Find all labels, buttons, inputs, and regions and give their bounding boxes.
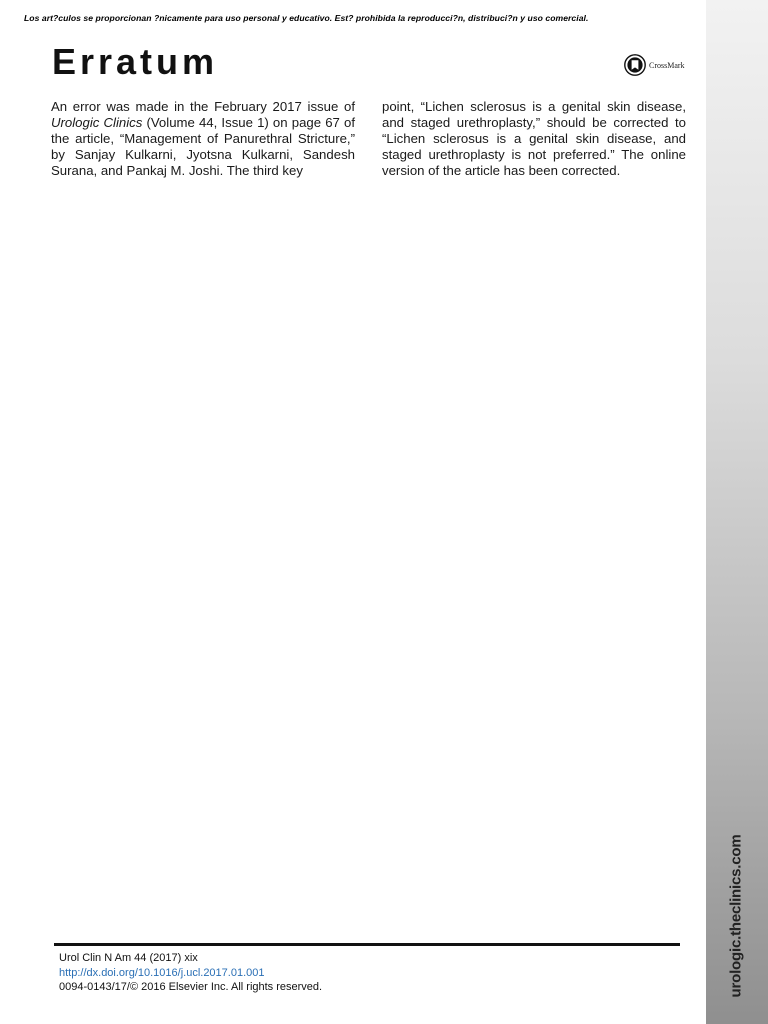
usage-notice: Los art?culos se proporcionan ?nicamente para uso personal y educativo. Est? prohibida la reproducci?n, distribuci?n y uso comercial. (24, 13, 589, 23)
citation: Urol Clin N Am 44 (2017) xix (59, 952, 198, 964)
crossmark-label: CrossMark (649, 60, 685, 70)
footer (59, 951, 322, 995)
crossmark-badge[interactable] (624, 54, 685, 76)
journal-name: Urologic Clinics (51, 115, 143, 130)
footer-divider (54, 943, 680, 946)
body-column-right (382, 99, 686, 179)
side-url[interactable]: urologic.theclinics.com (727, 834, 745, 998)
body-paragraph-right: point, “Lichen sclerosus is a genital skin disease, and staged urethroplasty,” should be corrected to “Lichen sclerosus is a genital skin disease, and staged urethroplasty is not preferred.” The online version of the article has been corrected. (382, 99, 686, 178)
body-column-left (51, 99, 355, 179)
body-paragraph-left: An error was made in the February 2017 issue of Urologic Clinics (Volume 44, Issue 1) on page 67 of the article, “Management of Panurethral Stricture,” by Sanjay Kulkarni, Jyotsna Kulkarni, Sandesh Surana, and Pankaj M. Joshi. The third key (51, 99, 355, 178)
doi-link[interactable]: http://dx.doi.org/10.1016/j.ucl.2017.01.001 (59, 966, 265, 979)
crossmark-icon (624, 54, 646, 76)
page-title: Erratum (52, 41, 219, 82)
copyright: 0094-0143/17/© 2016 Elsevier Inc. All rights reserved. (59, 981, 323, 993)
